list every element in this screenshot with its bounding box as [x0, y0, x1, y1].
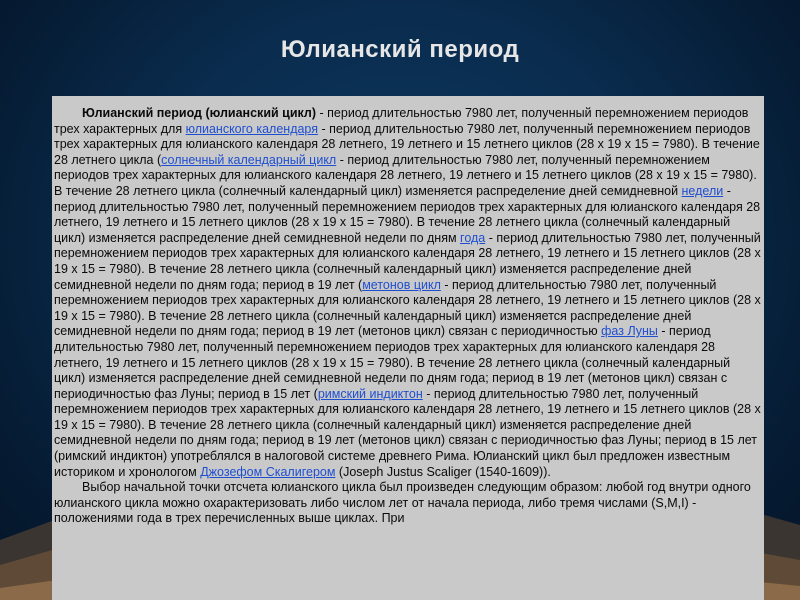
- text-run: - период длительностью 7980 лет, полученный перемножением периодов трех характерных для юлианского календаря 28 летнего, 19 летнего и 15 летнего циклов (28 x 19 x 15 = 7980). В течение 28 летнего цикла (солнечный календарный цикл) изменяется распределение дней семидневной недели по дням года; период в 19 лет (метонов цикл) связан с периодичностью фаз Луны; период в 15 лет (: [54, 324, 731, 401]
- term-heading: Юлианский период (юлианский цикл): [82, 106, 317, 120]
- link-julian-calendar[interactable]: юлианского календаря: [185, 121, 319, 136]
- paragraph-starting-point: Выбор начальной точки отсчета юлианского цикла был произведен следующим образом: любой год внутри одного юлианского цикла можно охарактеризовать либо числом лет от начала периода, либо тремя числами (S,M,I) - положениями года в трех перечисленных выше циклах. При: [54, 480, 751, 526]
- text-run: - период длительностью 7980 лет, полученный перемножением периодов трех характерных для юлианского календаря 28 летнего, 19 летнего и 15 летнего циклов (28 x 19 x 15 = 7980). В течение 28 летнего цикла (солнечный календарный цикл) изменяется распределение дней семидневной недели по дням года; период в 19 лет (метонов цикл) связан с периодичностью: [54, 277, 761, 339]
- link-moon-phases[interactable]: фаз Луны: [601, 324, 658, 339]
- paragraph-definition: [54, 106, 762, 480]
- slide-body: [54, 106, 762, 600]
- text-run: (Joseph Justus Scaliger (1540-1609)).: [335, 464, 551, 479]
- slide-title: Юлианский период: [280, 36, 520, 63]
- link-metonic-cycle[interactable]: метонов цикл: [362, 277, 441, 292]
- text-run: - период длительностью 7980 лет, полученный перемножением периодов трех характерных для юлианского календаря 28 летнего, 19 летнего и 15 летнего циклов (28 x 19 x 15 = 7980). В течение 28 летнего цикла (: [54, 121, 760, 167]
- link-week[interactable]: недели: [681, 183, 724, 198]
- text-run: - период длительностью 7980 лет, полученный перемножением периодов трех характерных для: [54, 106, 749, 136]
- link-roman-indiction[interactable]: римский индиктон: [317, 386, 423, 401]
- text-run: - период длительностью 7980 лет, полученный перемножением периодов трех характерных для юлианского календаря 28 летнего, 19 летнего и 15 летнего циклов (28 x 19 x 15 = 7980). В течение 28 летнего цикла (солнечный календарный цикл) изменяется распределение дней семидневной недели по дням года; период в 19 лет (метонов цикл) связан с периодичностью фаз Луны; период в 15 лет (римский индиктон) употреблялся в налоговой системе древнего Рима. Юлианский цикл был предложен известным историком и хронологом: [54, 386, 761, 479]
- text-run: - период длительностью 7980 лет, полученный перемножением периодов трех характерных для юлианского календаря 28 летнего, 19 летнего и 15 летнего циклов (28 x 19 x 15 = 7980). В течение 28 летнего цикла (солнечный календарный цикл) изменяется распределение дней семидневной: [54, 152, 757, 198]
- link-year[interactable]: года: [460, 230, 486, 245]
- link-solar-cycle[interactable]: солнечный календарный цикл: [161, 152, 337, 167]
- text-run: - период длительностью 7980 лет, полученный перемножением периодов трех характерных для юлианского календаря 28 летнего, 19 летнего и 15 летнего циклов (28 x 19 x 15 = 7980). В течение 28 летнего цикла (солнечный календарный цикл) изменяется распределение дней семидневной недели по дням: [54, 183, 761, 245]
- text-run: - период длительностью 7980 лет, полученный перемножением периодов трех характерных для юлианского календаря 28 летнего, 19 летнего и 15 летнего циклов (28 x 19 x 15 = 7980). В течение 28 летнего цикла (солнечный календарный цикл) изменяется распределение дней семидневной недели по дням года; период в 19 лет (: [54, 230, 761, 292]
- link-scaliger[interactable]: Джозефом Скалигером: [200, 464, 336, 479]
